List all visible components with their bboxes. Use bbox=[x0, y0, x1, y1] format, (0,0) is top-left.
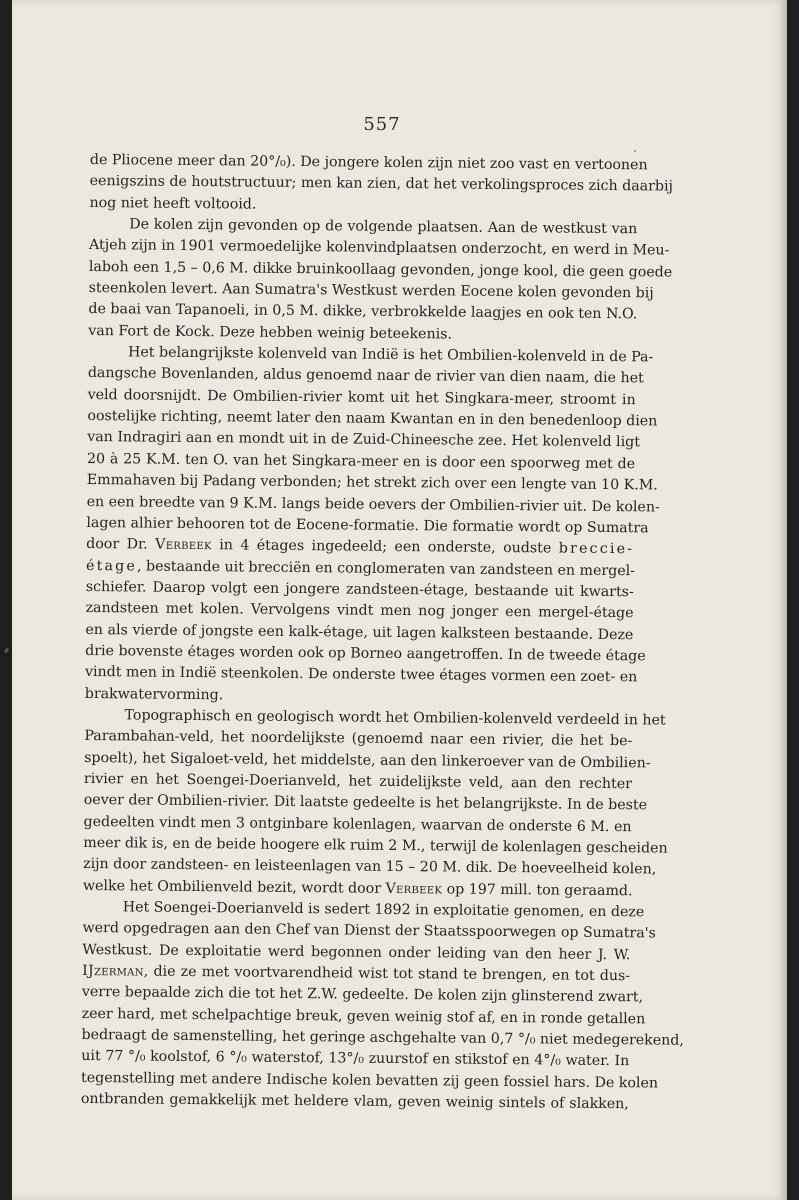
book-page bbox=[12, 0, 787, 1200]
author-name: Verbeek bbox=[385, 880, 443, 898]
text-line: schiefer. Daarop volgt een jongere zandsteen-étage, bestaande uit kwarts- bbox=[85, 578, 634, 601]
author-name: IJzerman bbox=[82, 963, 144, 980]
text-line: oostelijke richting, neemt later den naam Kwantan en in den benedenloop dien bbox=[87, 408, 658, 430]
text-line: brakwatervorming. bbox=[84, 685, 224, 703]
text-line: oever der Ombilien-rivier. Dit laatste gedeelte is het belangrijkste. In de beste bbox=[83, 792, 648, 814]
text-line: Emmahaven bij Padang verbonden; het strekt zich over een lengte van 10 K.M. bbox=[86, 472, 658, 494]
text-line: en als vierde of jongste een kalk-étage, uit lagen kalksteen bestaande. Deze bbox=[85, 621, 634, 643]
text-line: zeer hard, met schelpachtige breuk, geven weinig stof af, en in ronde getallen bbox=[81, 1005, 646, 1028]
text-line: nog niet heeft voltooid. bbox=[89, 194, 257, 213]
text-line: steenkolen levert. Aan Sumatra's Westkust werden Eocene kolen gevonden bij bbox=[88, 280, 654, 302]
text-line: van Fort de Kock. Deze hebben weinig beteekenis. bbox=[88, 322, 453, 343]
text-line: de Pliocene meer dan 20°/₀). De jongere kolen zijn niet zoo vast en vertoonen bbox=[89, 151, 648, 174]
text-line: bedraagt de samenstelling, het geringe aschgehalte van 0,7 °/₀ niet medegerekend, bbox=[81, 1027, 685, 1049]
text-line: Topographisch en geologisch wordt het Ombilien-kolenveld verdeeld in het bbox=[124, 707, 666, 729]
text-line: laboh een 1,5 – 0,6 M. dikke bruinkoollaag gevonden, jonge kool, die geen goede bbox=[88, 258, 673, 281]
text-line: de baai van Tapanoeli, in 0,5 M. dikke, verbrokkelde laagjes en ook ten N.O. bbox=[88, 301, 638, 323]
page-number: 557 bbox=[363, 114, 401, 135]
text-segment: op 197 mill. ton geraamd. bbox=[442, 881, 633, 899]
text-line: zandsteen met kolen. Vervolgens vindt men nog jonger een mergel-étage bbox=[85, 600, 634, 622]
text-segment: welke het Ombilienveld bezit, wordt door bbox=[82, 877, 386, 897]
text-line: verre bepaalde zich die tot het Z.W. gedeelte. De kolen zijn glinsterend zwart, bbox=[81, 984, 644, 1006]
body-text bbox=[80, 150, 685, 1116]
text-line: eenigszins de houtstructuur; men kan zien, dat het verkolingsproces zich daarbij bbox=[89, 173, 674, 195]
text-line: tegenstelling met andere Indische kolen bevatten zij geen fossiel hars. De kolen bbox=[81, 1069, 659, 1092]
text-line: rivier en het Soengei-Doerianveld, het zuidelijkste veld, aan den rechter bbox=[83, 770, 633, 793]
text-line: Parambahan-veld, het noordelijkste (genoemd naar een rivier, die het be- bbox=[84, 728, 633, 750]
text-line: en een breedte van 9 K.M. langs beide oevers der Ombilien-rivier uit. De kolen- bbox=[86, 493, 660, 515]
text-line: Atjeh zijn in 1901 vermoedelijke kolenvindplaatsen onderzocht, en werd in Meu- bbox=[89, 237, 670, 259]
text-line: Het Soengei-Doerianveld is sedert 1892 in exploitatie genomen, en deze bbox=[122, 899, 645, 921]
text-segment: in 4 étages ingedeeld; een onderste, oudste bbox=[211, 537, 559, 557]
text-line: werd opgedragen aan den Chef van Dienst der Staatsspoorwegen op Sumatra's bbox=[82, 920, 656, 942]
text-line: spoelt), het Sigaloet-veld, het middelste, aan den linkeroever van de Ombilien- bbox=[84, 749, 651, 772]
text-line: ontbranden gemakkelijk met heldere vlam, geven weinig sintels of slakken, bbox=[80, 1091, 629, 1113]
text-line: gedeelten vindt men 3 ontginbare kolenlagen, waarvan de onderste 6 M. en bbox=[83, 813, 632, 835]
text-line: vindt men in Indië steenkolen. De onderste twee étages vormen een zoet- en bbox=[84, 664, 638, 686]
spaced-term: breccie- bbox=[558, 540, 635, 558]
text-line: De kolen zijn gevonden op de volgende plaatsen. Aan de westkust van bbox=[129, 216, 638, 238]
text-segment: , die ze met voortvarendheid wist tot stand te brengen, en tot dus- bbox=[143, 963, 631, 985]
text-line: drie bovenste étages worden ook op Borneo aangetroffen. In de tweede étage bbox=[85, 642, 646, 665]
text-line: Westkust. De exploitatie werd begonnen onder leiding van den heer J. W. bbox=[82, 941, 631, 963]
author-name: Verbeek bbox=[155, 536, 212, 554]
text-line: lagen alhier behooren tot de Eocene-formatie. Die formatie wordt op Sumatra bbox=[86, 514, 649, 537]
text-line: meer dik is, en de beide hoogere elk ruim 2 M., terwijl de kolenlagen gescheiden bbox=[83, 834, 668, 857]
spaced-term: étage bbox=[85, 557, 138, 575]
margin-mark bbox=[4, 648, 9, 654]
text-line: veld doorsnijdt. De Ombilien-rivier komt uit het Singkara-meer, stroomt in bbox=[87, 386, 636, 409]
text-line: 20 à 25 K.M. ten O. van het Singkara-meer en is door een spoorweg met de bbox=[86, 450, 636, 473]
text-line: uit 77 °/₀ koolstof, 6 °/₀ waterstof, 13°/₀ zuurstof en stikstof en 4°/₀ water. In bbox=[81, 1048, 630, 1070]
text-line: dangsche Bovenlanden, aldus genoemd naar de rivier van dien naam, die het bbox=[87, 365, 644, 387]
text-segment: door Dr. bbox=[86, 536, 156, 553]
ink-speck bbox=[634, 150, 636, 152]
text-line: Het belangrijkste kolenveld van Indië is het Ombilien-kolenveld in de Pa- bbox=[127, 344, 654, 366]
text-line: zijn door zandsteen- en leisteenlagen van 15 – 20 M. dik. De hoeveelheid kolen, bbox=[83, 856, 657, 878]
text-segment: , bestaande uit brecciën en conglomeraten van zandsteen en mergel- bbox=[136, 558, 636, 579]
page-edge bbox=[781, 0, 787, 1200]
text-line: van Indragiri aan en mondt uit in de Zuid-Chineesche zee. Het kolenveld ligt bbox=[87, 429, 641, 451]
